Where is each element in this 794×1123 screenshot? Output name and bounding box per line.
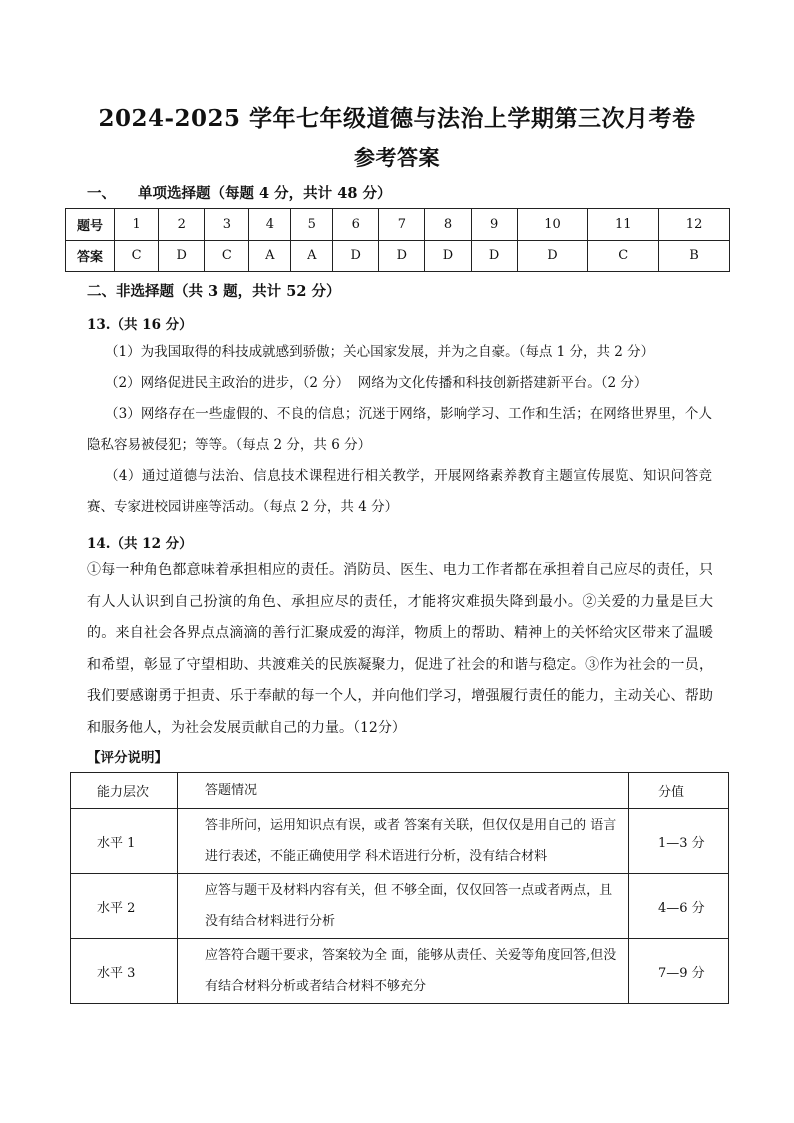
answer-cell: C — [588, 240, 659, 272]
question-number-cell: 1 — [115, 209, 159, 241]
question-13-item-2: （2）网络促进民主政治的进步，（2 分） 网络为文化传播和科技创新搭建新平台。（2 分） — [105, 375, 648, 391]
answer-cell: D — [159, 240, 205, 272]
section-1-label: 单项选择题（每题 4 分，共计 48 分） — [138, 185, 392, 202]
answer-cell: D — [471, 240, 517, 272]
question-number-cell: 12 — [659, 209, 730, 241]
question-14-answer: ①每一种角色都意味着承担相应的责任。消防员、医生、电力工作者都在承担着自己应尽的责任，只有人人认识到自己扮演的角色、承担应尽的责任，才能将灾难损失降到最小。②关爱的力量是巨大的。来自社会各界点点滴滴的善行汇聚成爱的海洋，物质上的帮助、精神上的关怀给灾区带来了温暖和希望，彰显了守望相助、共渡难关的民族凝聚力，促进了社会的和谐与稳定。③作为社会的一员，我们要感谢勇于担责、乐于奉献的每一个人，并向他们学习，增强履行责任的能力，主动关心、帮助和服务他人，为社会发展贡献自己的力量。（12分） — [87, 562, 713, 736]
question-number-cell: 2 — [159, 209, 205, 241]
question-number-cell: 4 — [249, 209, 291, 241]
question-number-cell: 8 — [425, 209, 471, 241]
section-2-heading: 二、非选择题（共 3 题，共计 52 分） — [87, 283, 341, 300]
answer-row — [66, 240, 730, 272]
rubric-desc: 应答符合题干要求，答案较为全 面，能够从责任、关爱等角度回答,但没有结合材料分析或者结合材料不够充分 — [178, 939, 629, 1004]
question-number-cell: 7 — [379, 209, 425, 241]
question-number-cell: 10 — [517, 209, 588, 241]
question-14-heading: 14.（共 12 分） — [87, 536, 193, 552]
section-1-number: 一、 — [87, 185, 116, 202]
answer-cell: C — [205, 240, 249, 272]
page-subtitle: 参考答案 — [354, 145, 440, 170]
rubric-row — [71, 809, 729, 874]
question-13-heading: 13.（共 16 分） — [87, 317, 193, 333]
rubric-header-row — [71, 773, 729, 809]
rubric-level: 水平 1 — [71, 809, 178, 874]
rubric-header-desc: 答题情况 — [178, 773, 629, 809]
rubric-desc: 应答与题干及材料内容有关，但 不够全面，仅仅回答一点或者两点，且没有结合材料进行分析 — [178, 874, 629, 939]
rubric-row — [71, 939, 729, 1004]
question-number-row — [66, 209, 730, 241]
question-number-cell: 5 — [291, 209, 333, 241]
answer-label: 答案 — [66, 240, 115, 272]
answer-table — [65, 208, 730, 272]
rubric-table — [70, 772, 729, 1004]
question-number-cell: 11 — [588, 209, 659, 241]
rubric-level: 水平 3 — [71, 939, 178, 1004]
rubric-level: 水平 2 — [71, 874, 178, 939]
rubric-score: 4—6 分 — [629, 874, 729, 939]
page-title: 2024-2025 学年七年级道德与法治上学期第三次月考卷 — [98, 105, 696, 132]
question-13-item-3: （3）网络存在一些虚假的、不良的信息；沉迷于网络，影响学习、工作和生活；在网络世界里，个人隐私容易被侵犯；等等。（每点 2 分，共 6 分） — [87, 406, 712, 453]
answer-cell: A — [249, 240, 291, 272]
answer-cell: A — [291, 240, 333, 272]
answer-cell: C — [115, 240, 159, 272]
question-13-item-4: （4）通过道德与法治、信息技术课程进行相关教学，开展网络素养教育主题宣传展览、知识问答竞赛、专家进校园讲座等活动。（每点 2 分，共 4 分） — [87, 468, 712, 515]
rubric-header-score: 分值 — [629, 773, 729, 809]
rubric-score: 7—9 分 — [629, 939, 729, 1004]
evaluation-title: 【评分说明】 — [87, 750, 168, 766]
rubric-row — [71, 874, 729, 939]
answer-cell: D — [425, 240, 471, 272]
answer-cell: D — [379, 240, 425, 272]
answer-cell: B — [659, 240, 730, 272]
answer-cell: D — [333, 240, 379, 272]
question-number-label: 题号 — [66, 209, 115, 241]
rubric-desc: 答非所问，运用知识点有误，或者 答案有关联，但仅仅是用自己的 语言进行表述，不能正确使用学 科术语进行分析，没有结合材料 — [178, 809, 629, 874]
question-13-item-1: （1）为我国取得的科技成就感到骄傲；关心国家发展，并为之自豪。（每点 1 分，共 2 分） — [105, 344, 655, 360]
question-number-cell: 6 — [333, 209, 379, 241]
section-1-heading — [87, 182, 391, 203]
rubric-score: 1—3 分 — [629, 809, 729, 874]
question-number-cell: 9 — [471, 209, 517, 241]
answer-cell: D — [517, 240, 588, 272]
rubric-header-level: 能力层次 — [71, 773, 178, 809]
question-number-cell: 3 — [205, 209, 249, 241]
